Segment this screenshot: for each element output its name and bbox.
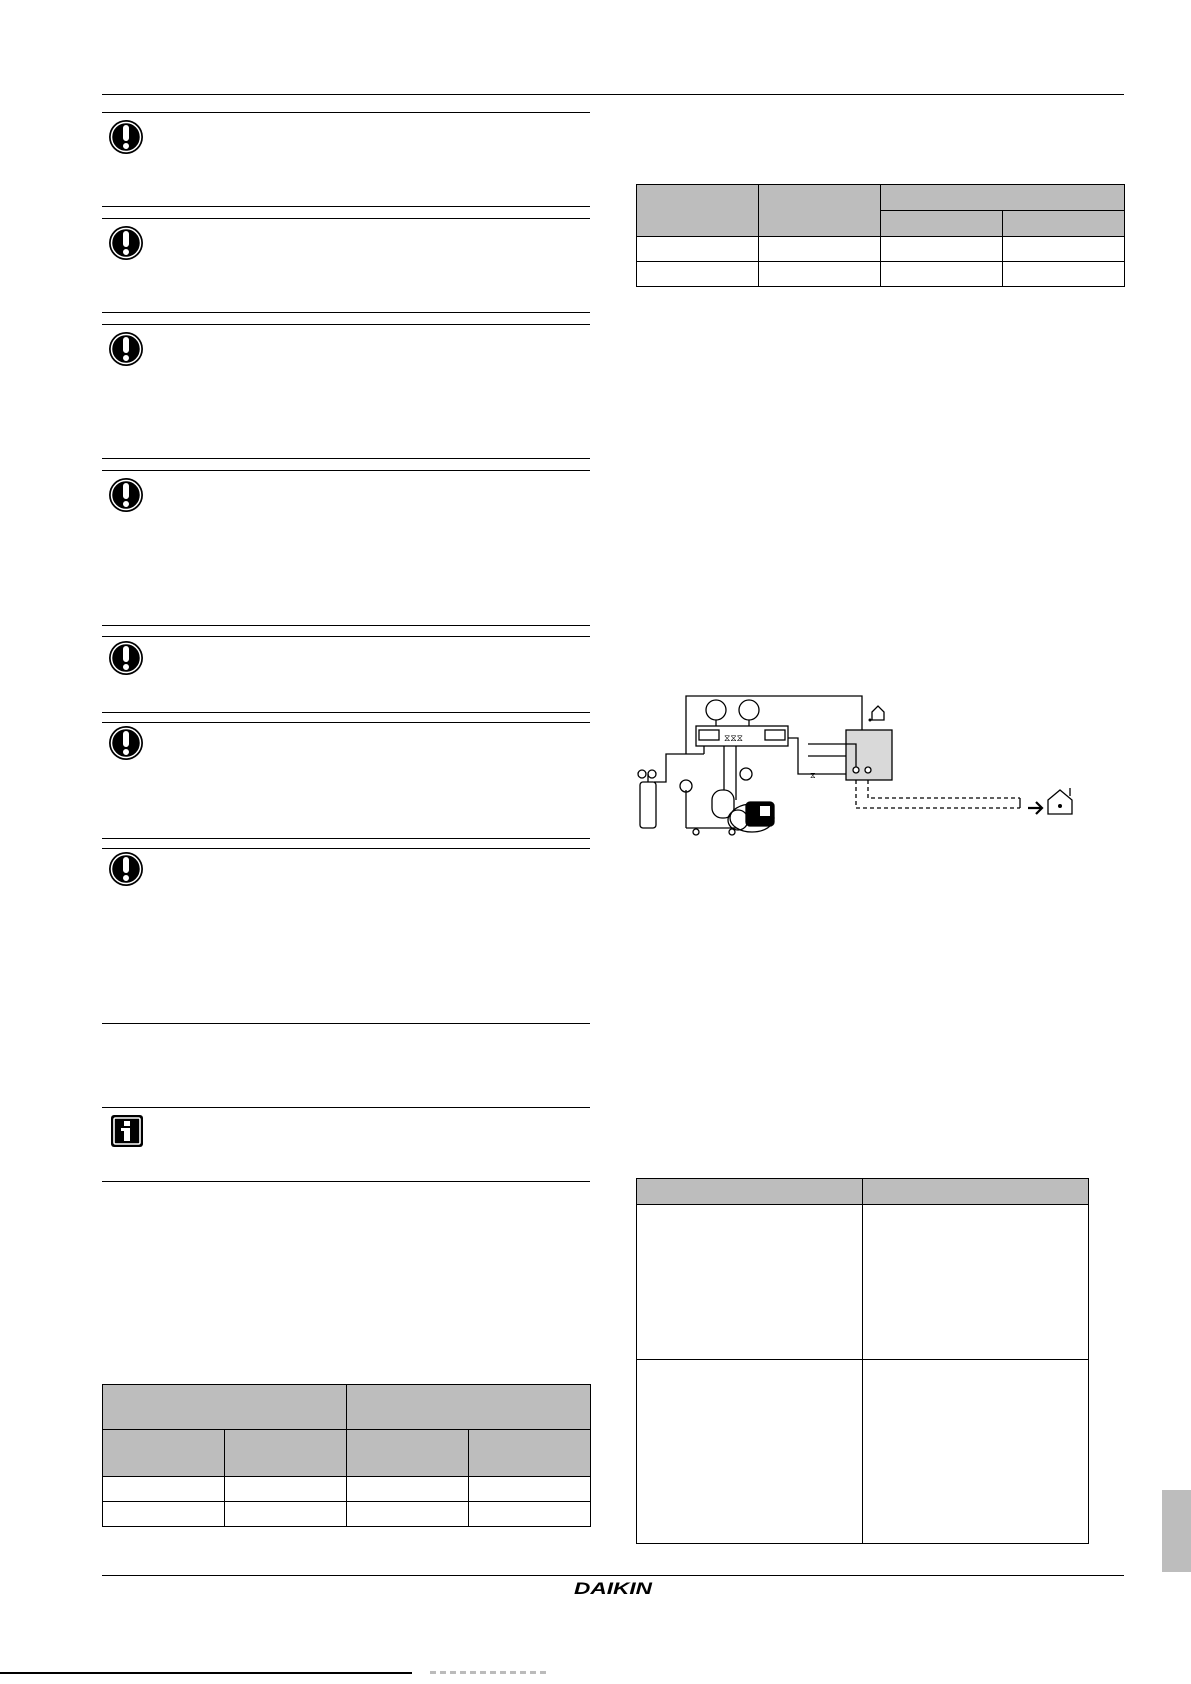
table-header-cell [881, 185, 1125, 211]
notice-bottom-rule [102, 312, 590, 313]
notice-bottom-rule [102, 838, 590, 839]
table-cell [637, 237, 759, 262]
table-cell [1003, 262, 1125, 287]
table-header-cell [881, 211, 1003, 237]
table-header-row [103, 1385, 591, 1430]
table-cell [637, 1360, 863, 1544]
notice-top-rule [102, 218, 590, 219]
table-cell [469, 1502, 591, 1527]
table-cell [1003, 237, 1125, 262]
section-tab-marker [1162, 1490, 1191, 1572]
table-header-cell [103, 1385, 347, 1430]
table-cell [103, 1477, 225, 1502]
table-row [637, 262, 1125, 287]
table-cell [225, 1502, 347, 1527]
table-header-cell [863, 1179, 1089, 1205]
table-cell [225, 1477, 347, 1502]
right-bottom-table [636, 1178, 1089, 1544]
table-cell [881, 237, 1003, 262]
info-icon [102, 1107, 150, 1155]
exclamation-icon [102, 113, 150, 161]
notice-bottom-rule [102, 625, 590, 626]
table-header-cell [103, 1430, 225, 1477]
footer-rule [102, 1575, 1124, 1576]
svg-text:⧖: ⧖ [810, 771, 816, 780]
info-top-rule [102, 1107, 590, 1108]
exclamation-icon [102, 219, 150, 267]
table-cell [347, 1477, 469, 1502]
table-header-row [103, 1430, 591, 1477]
right-top-table [636, 184, 1125, 287]
table-cell [637, 262, 759, 287]
table-header-cell [347, 1430, 469, 1477]
table-cell [863, 1360, 1089, 1544]
table-header-row [637, 1179, 1089, 1205]
header-rule [102, 94, 1124, 95]
notice-bottom-rule [102, 206, 590, 207]
brand-logo-text: DAIKIN [574, 1579, 653, 1598]
notice-bottom-rule [102, 458, 590, 459]
table-row [637, 1205, 1089, 1360]
exclamation-icon [102, 719, 150, 767]
indoor-unit-house-icon [1048, 788, 1072, 814]
notice-top-rule [102, 112, 590, 113]
table-header-cell [759, 185, 881, 237]
table-cell [347, 1502, 469, 1527]
info-bottom-rule [102, 1181, 590, 1182]
notice-top-rule [102, 324, 590, 325]
notice-top-rule [102, 848, 590, 849]
exclamation-icon [102, 325, 150, 373]
notice-bottom-rule [102, 1023, 590, 1024]
table-header-cell [637, 185, 759, 237]
exclamation-icon [102, 634, 150, 682]
notice-top-rule [102, 636, 590, 637]
nitrogen-cylinder-icon [638, 770, 656, 828]
exclamation-icon [102, 471, 150, 519]
table-header-cell [1003, 211, 1125, 237]
table-cell [881, 262, 1003, 287]
table-cell [759, 262, 881, 287]
vacuum-pump-icon [728, 802, 774, 832]
table-cell [863, 1205, 1089, 1360]
table-cell [469, 1477, 591, 1502]
outdoor-unit-icon [808, 706, 892, 780]
notice-bottom-rule [102, 712, 590, 713]
table-row [637, 237, 1125, 262]
exclamation-icon [102, 845, 150, 893]
table-row [103, 1477, 591, 1502]
table-header-cell [469, 1430, 591, 1477]
bottom-edge-bar [0, 1672, 412, 1674]
notice-top-rule [102, 722, 590, 723]
table-cell [103, 1502, 225, 1527]
table-cell [759, 237, 881, 262]
table-row [103, 1502, 591, 1527]
table-header-cell [225, 1430, 347, 1477]
table-header-cell [347, 1385, 591, 1430]
left-data-table [102, 1384, 591, 1527]
svg-text:⧖⧖⧖: ⧖⧖⧖ [724, 734, 743, 744]
table-row [637, 1360, 1089, 1544]
table-header-cell [637, 1179, 863, 1205]
table-cell [637, 1205, 863, 1360]
notice-top-rule [102, 470, 590, 471]
bottom-edge-artifact [430, 1671, 550, 1674]
brand-logo [574, 1577, 654, 1599]
refrigerant-circuit-diagram [624, 690, 1084, 850]
table-header-row [637, 185, 1125, 211]
